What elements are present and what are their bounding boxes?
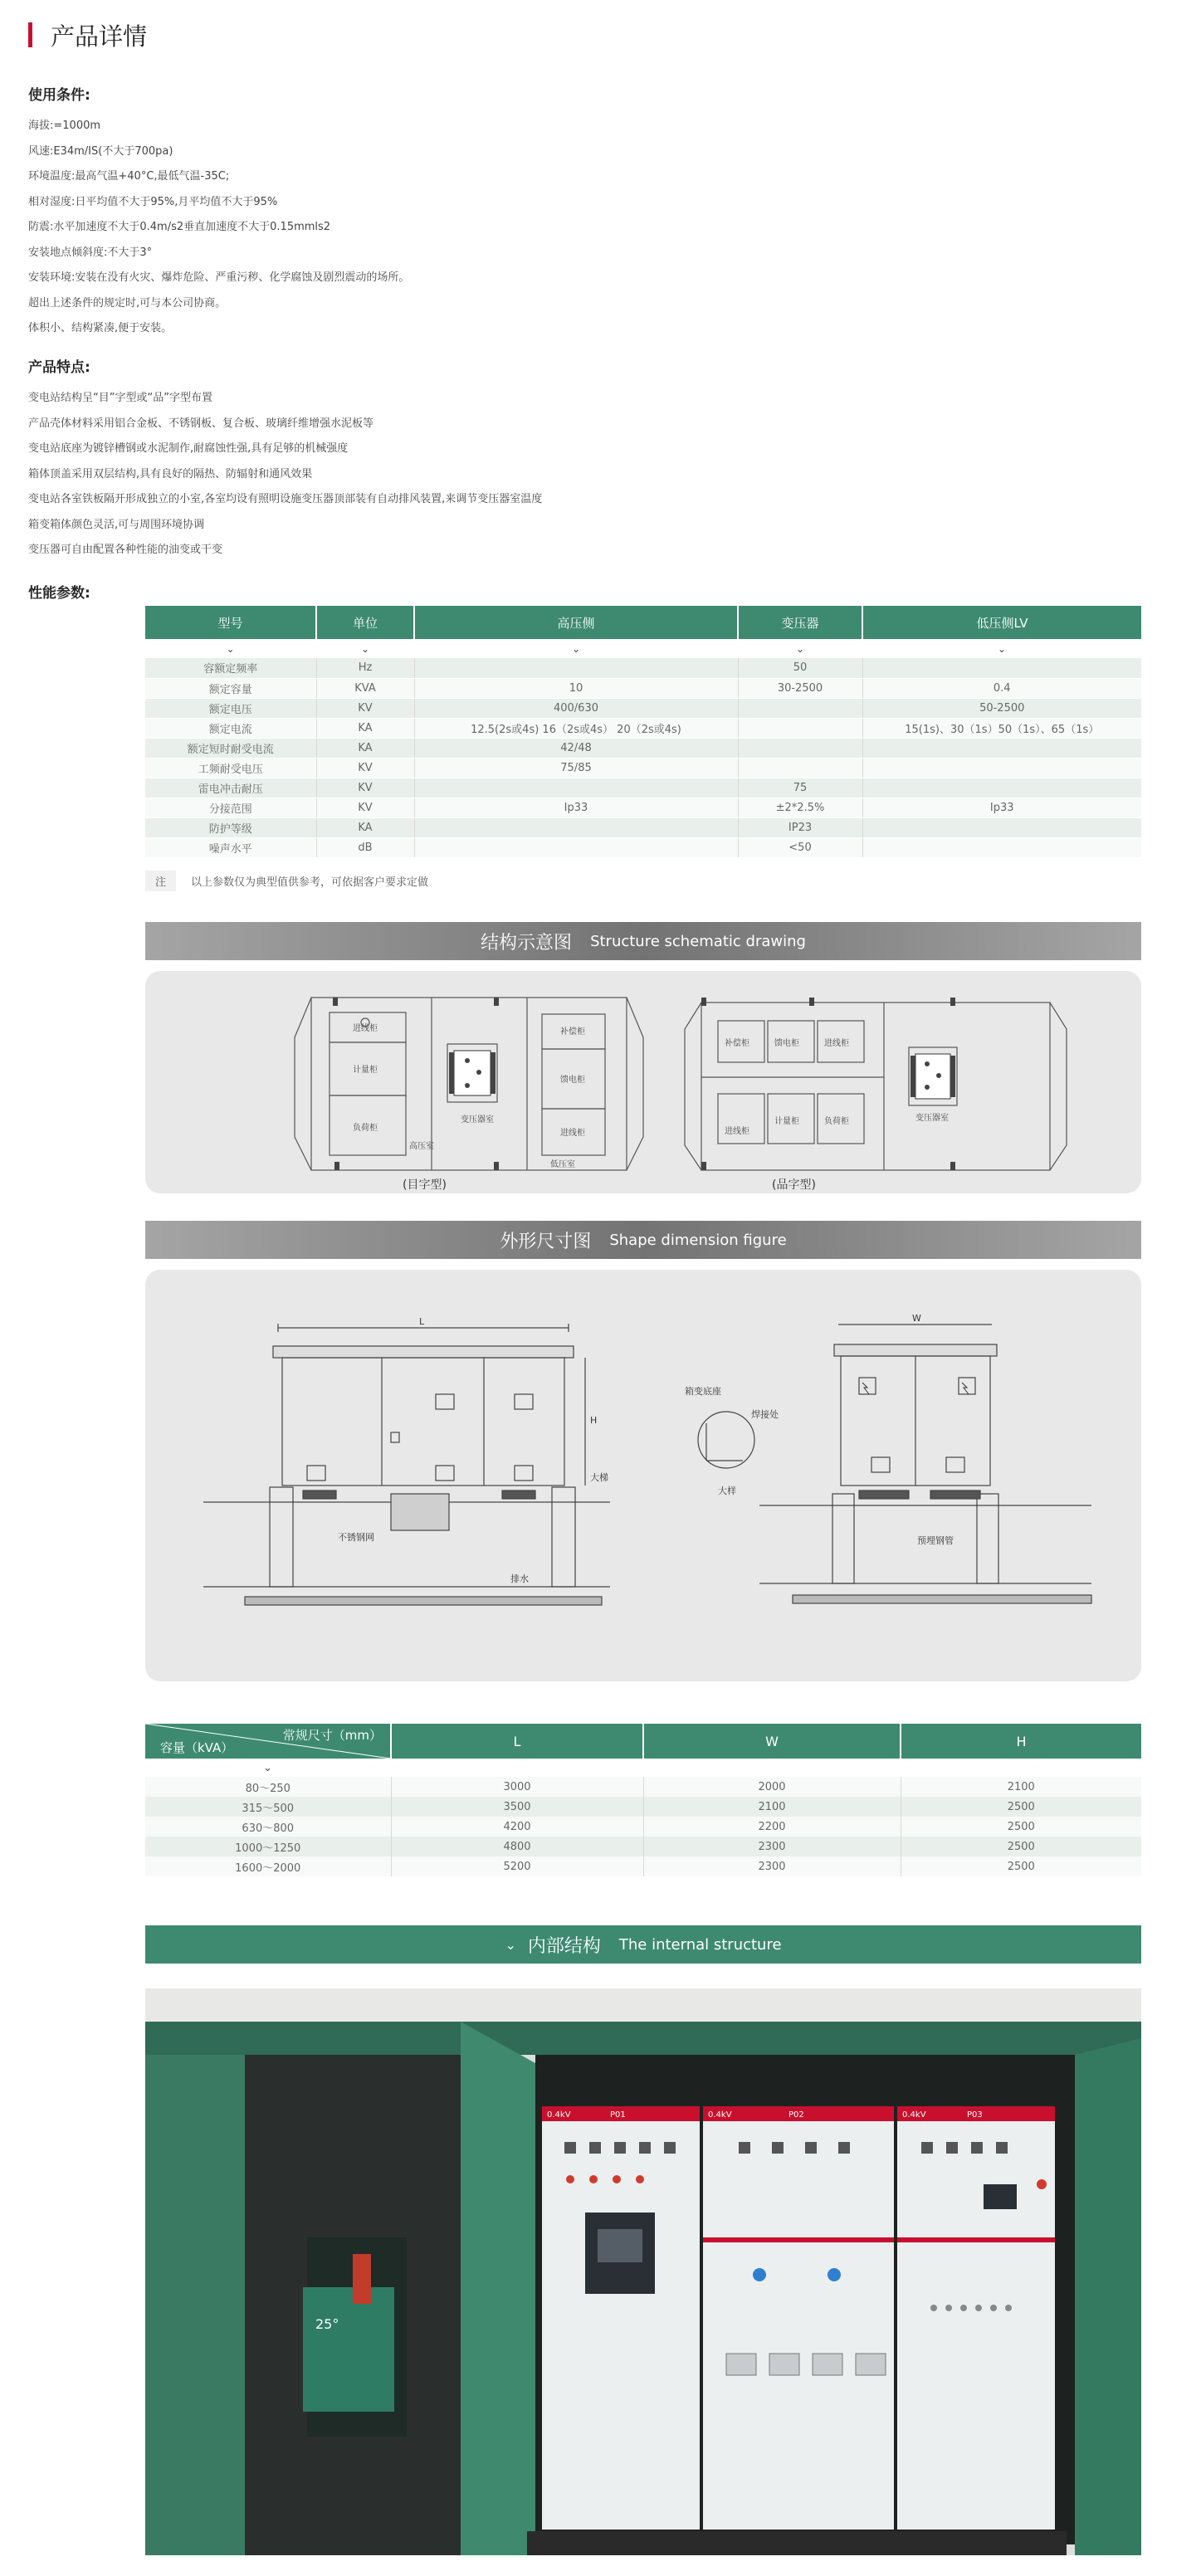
table-row (145, 1777, 1141, 1797)
dims-col-l: L (391, 1724, 643, 1759)
params-col-hv: 高压侧 (414, 606, 738, 639)
feature-item: 箱变箱体颜色灵活,可与周围环境协调 (28, 518, 205, 531)
structure-drawing (145, 971, 1141, 1193)
condition-item: 超出上述条件的规定时,可与本公司协商。 (28, 296, 227, 310)
condition-item: 相对湿度:日平均值不大于95%,月平均值不大于95% (28, 195, 278, 208)
table-row (145, 718, 1141, 738)
structure-banner (145, 922, 1141, 960)
label-steel-mesh: 不锈钢网 (338, 1532, 374, 1543)
conditions-list (28, 114, 409, 342)
feature-item: 变压器可自由配置各种性能的油变或干变 (28, 544, 223, 556)
params-note (145, 870, 428, 891)
label-load-cab-a: 负荷柜 (353, 1124, 378, 1133)
title-marker (28, 22, 32, 47)
table-cell: dB (316, 837, 414, 857)
table-cell (862, 658, 1141, 678)
table-cell: 400/630 (414, 698, 738, 718)
volt-label-3: 0.4kV (902, 2110, 926, 2120)
chevron-down-icon: ⌄ (862, 639, 1141, 658)
dim-label-w: W (912, 1313, 921, 1324)
label-out-cab-b: 进线柜 (824, 1039, 849, 1048)
label-hv-room-a: 高压室 (409, 1142, 434, 1151)
table-row (145, 1817, 1141, 1837)
internal-photo (145, 1988, 1141, 2555)
label-in-cab-a: 进线柜 (353, 1024, 378, 1033)
table-row (145, 837, 1141, 857)
dims-col-w: W (643, 1724, 901, 1759)
table-cell: 630～800 (145, 1817, 391, 1837)
table-cell: 防护等级 (145, 817, 316, 837)
feature-item: 变电站各室铁板隔开形成独立的小室,各室均设有照明设施变压器顶部装有自动排风装置,来调节变压器室温度 (28, 493, 543, 505)
condition-item: 安装地点倾斜度:不大于3° (28, 246, 153, 259)
table-cell (862, 837, 1141, 857)
params-section (28, 581, 90, 612)
table-cell: 噪声水平 (145, 837, 316, 857)
internal-banner (145, 1925, 1141, 1964)
table-cell: 30-2500 (738, 678, 862, 698)
table-cell (738, 738, 862, 758)
table-cell: 3500 (391, 1797, 643, 1817)
note-text: 以上参数仅为典型值供参考，可依据客户要求定做 (191, 876, 429, 889)
table-cell: KA (316, 738, 414, 758)
feature-item: 变电站结构呈“目”字型或“品”字型布置 (28, 392, 212, 404)
shape-drawing (145, 1270, 1141, 1681)
table-cell: 2100 (643, 1797, 901, 1817)
table-cell: Hz (316, 658, 414, 678)
table-cell: 10 (414, 678, 738, 698)
internal-photo-art (145, 1988, 1141, 2555)
condition-item: 海拔:=1000m (28, 120, 101, 132)
params-col-unit: 单位 (316, 606, 414, 639)
table-cell: <50 (738, 837, 862, 857)
chevron-down-icon: ⌄ (145, 639, 316, 658)
table-cell (862, 758, 1141, 778)
shape-panel (145, 1270, 1141, 1681)
label-drain: 排水 (510, 1573, 529, 1584)
table-cell (738, 698, 862, 718)
chevron-down-icon: ⌄ (738, 639, 862, 658)
volt-label-1: 0.4kV (547, 2110, 571, 2120)
feature-item: 变电站底座为镀锌槽钢或水泥制作,耐腐蚀性强,具有足够的机械强度 (28, 442, 349, 455)
condition-item: 安装环境:安装在没有火灾、爆炸危险、严重污秽、化学腐蚀及剧烈震动的场所。 (28, 271, 410, 284)
internal-title: 内部结构 (527, 1935, 601, 1957)
table-cell: KA (316, 718, 414, 738)
table-cell: ±2*2.5% (738, 798, 862, 817)
features-list (28, 386, 542, 564)
table-row (145, 817, 1141, 837)
chevron-down-icon: ⌄ (505, 1936, 516, 1953)
condition-item: 风速:E34m/IS(不大于700pa) (28, 144, 173, 158)
internal-subtitle: The internal structure (618, 1935, 782, 1954)
dims-col-h: H (901, 1724, 1141, 1759)
label-feed-cab-b: 馈电柜 (774, 1039, 799, 1048)
page-title (28, 18, 147, 51)
table-cell: 额定电压 (145, 698, 316, 718)
table-cell: Ip33 (414, 798, 738, 817)
condition-item: 防震:水平加速度不大于0.4m/s2垂直加速度不大于0.15mmls2 (28, 221, 331, 233)
table-cell: 75 (738, 778, 862, 798)
table-cell (862, 817, 1141, 837)
table-row (145, 1856, 1141, 1876)
table-cell: KA (316, 817, 414, 837)
table-cell: 4200 (391, 1817, 643, 1837)
table-cell: KV (316, 758, 414, 778)
structure-subtitle: Structure schematic drawing (590, 932, 806, 950)
label-tf-room-b: 变压器室 (915, 1114, 949, 1123)
table-cell: KV (316, 778, 414, 798)
table-cell: 2200 (643, 1817, 901, 1837)
label-comp-cab-b: 补偿柜 (725, 1039, 749, 1048)
label-detail-c: 大样 (718, 1486, 736, 1496)
table-row (145, 758, 1141, 778)
features-heading: 产品特点: (28, 359, 90, 376)
table-cell: 2500 (901, 1837, 1141, 1856)
label-base: 大梯 (590, 1472, 608, 1483)
table-row (145, 658, 1141, 678)
condition-item: 体积小、结构紧凑,便于安装。 (28, 322, 173, 334)
table-cell (414, 817, 738, 837)
table-cell: 2000 (643, 1777, 901, 1797)
table-cell: 容额定频率 (145, 658, 316, 678)
table-cell (862, 778, 1141, 798)
table-cell (414, 778, 738, 798)
table-row (145, 1797, 1141, 1817)
page-title-text: 产品详情 (51, 22, 148, 51)
shape-title: 外形尺寸图 (500, 1231, 592, 1252)
shape-subtitle: Shape dimension figure (609, 1231, 787, 1249)
label-comp-cab-a: 补偿柜 (560, 1027, 585, 1037)
table-cell: 2300 (643, 1856, 901, 1876)
features-section (28, 355, 542, 564)
table-cell: 2500 (901, 1817, 1141, 1837)
dim-label-l: L (419, 1316, 425, 1327)
table-cell: 额定容量 (145, 678, 316, 698)
params-table (145, 606, 1142, 858)
table-cell: KVA (316, 678, 414, 698)
params-heading: 性能参数: (28, 585, 90, 602)
label-meter-cab-b: 计量柜 (774, 1117, 799, 1126)
chevron-down-icon: ⌄ (414, 639, 738, 658)
label-in-cab-b: 进线柜 (725, 1127, 749, 1136)
conditions-heading: 使用条件: (28, 87, 90, 104)
table-cell: 50-2500 (862, 698, 1141, 718)
table-cell: 42/48 (414, 738, 738, 758)
table-row (145, 1837, 1141, 1856)
table-cell: 12.5(2s或4s) 16（2s或4s） 20（2s或4s) (414, 718, 738, 738)
table-cell: Ip33 (862, 798, 1141, 817)
table-cell: 315～500 (145, 1797, 391, 1817)
table-cell: 2300 (643, 1837, 901, 1856)
dims-head-bottom: 容量（kVA） (160, 1740, 234, 1755)
table-cell: 5200 (391, 1856, 643, 1876)
table-cell: 50 (738, 658, 862, 678)
caption-pin-type: (品字型) (772, 1178, 816, 1192)
table-cell (862, 738, 1141, 758)
label-cable: 预埋钢管 (917, 1535, 954, 1546)
table-row (145, 738, 1141, 758)
label-lv-room-a: 低压室 (550, 1160, 575, 1169)
table-cell: 0.4 (862, 678, 1141, 698)
table-cell: 额定电流 (145, 718, 316, 738)
caption-mu-type: (目字型) (403, 1178, 447, 1192)
table-cell: 15(1s)、30（1s）50（1s）、65（1s） (862, 718, 1141, 738)
structure-panel (145, 971, 1141, 1193)
label-load-cab-b: 负荷柜 (824, 1117, 849, 1126)
table-cell: 2500 (901, 1797, 1141, 1817)
panel-label-p02: P02 (788, 2110, 804, 2120)
dims-table (145, 1724, 1142, 1876)
label-feed-cab-a: 馈电柜 (560, 1076, 585, 1085)
table-row (145, 698, 1141, 718)
chevron-down-icon: ⌄ (316, 639, 414, 658)
label-meter-cab-a: 计量柜 (353, 1066, 378, 1075)
table-cell: 1600～2000 (145, 1856, 391, 1876)
table-row (145, 778, 1141, 798)
table-cell: 额定短时耐受电流 (145, 738, 316, 758)
table-cell: 80～250 (145, 1777, 391, 1797)
condition-item: 环境温度:最高气温+40°C,最低气温-35C; (28, 170, 230, 183)
table-cell: IP23 (738, 817, 862, 837)
params-col-lv: 低压侧LV (862, 606, 1141, 639)
table-cell: KV (316, 698, 414, 718)
chevron-down-icon: ⌄ (145, 1759, 391, 1777)
table-cell (738, 718, 862, 738)
table-cell: 75/85 (414, 758, 738, 778)
label-out-cab-a: 进线柜 (560, 1129, 585, 1138)
table-cell: 4800 (391, 1837, 643, 1856)
conditions-section (28, 83, 409, 342)
label-tf-room-a: 变压器室 (461, 1115, 494, 1125)
volt-label-2: 0.4kV (708, 2110, 732, 2120)
params-col-model: 型号 (145, 606, 316, 639)
dim-label-h: H (590, 1415, 598, 1426)
table-cell: KV (316, 798, 414, 817)
panel-label-p03: P03 (967, 2110, 983, 2120)
table-row (145, 798, 1141, 817)
dims-head-top: 常规尺寸（mm） (282, 1728, 382, 1743)
table-cell: 分接范围 (145, 798, 316, 817)
table-cell: 2500 (901, 1856, 1141, 1876)
params-col-transformer: 变压器 (738, 606, 862, 639)
table-cell: 3000 (391, 1777, 643, 1797)
table-row (145, 678, 1141, 698)
table-cell: 1000～1250 (145, 1837, 391, 1856)
label-detail-a: 箱变底座 (685, 1386, 721, 1397)
table-cell (414, 837, 738, 857)
feature-item: 箱体顶盖采用双层结构,具有良好的隔热、防辐射和通风效果 (28, 467, 313, 481)
table-cell: 2100 (901, 1777, 1141, 1797)
table-cell: 工频耐受电压 (145, 758, 316, 778)
table-cell (738, 758, 862, 778)
structure-title: 结构示意图 (481, 932, 573, 954)
shape-banner (145, 1221, 1141, 1259)
table-cell (414, 658, 738, 678)
label-detail-b: 焊接处 (751, 1409, 779, 1420)
note-tag: 注 (145, 871, 176, 891)
table-cell: 雷电冲击耐压 (145, 778, 316, 798)
feature-item: 产品壳体材料采用铝合金板、不锈钢板、复合板、玻璃纤维增强水泥板等 (28, 417, 374, 430)
dims-corner-header (145, 1724, 391, 1759)
transformer-sticker: 25° (315, 2316, 339, 2332)
panel-label-p01: P01 (610, 2110, 626, 2120)
